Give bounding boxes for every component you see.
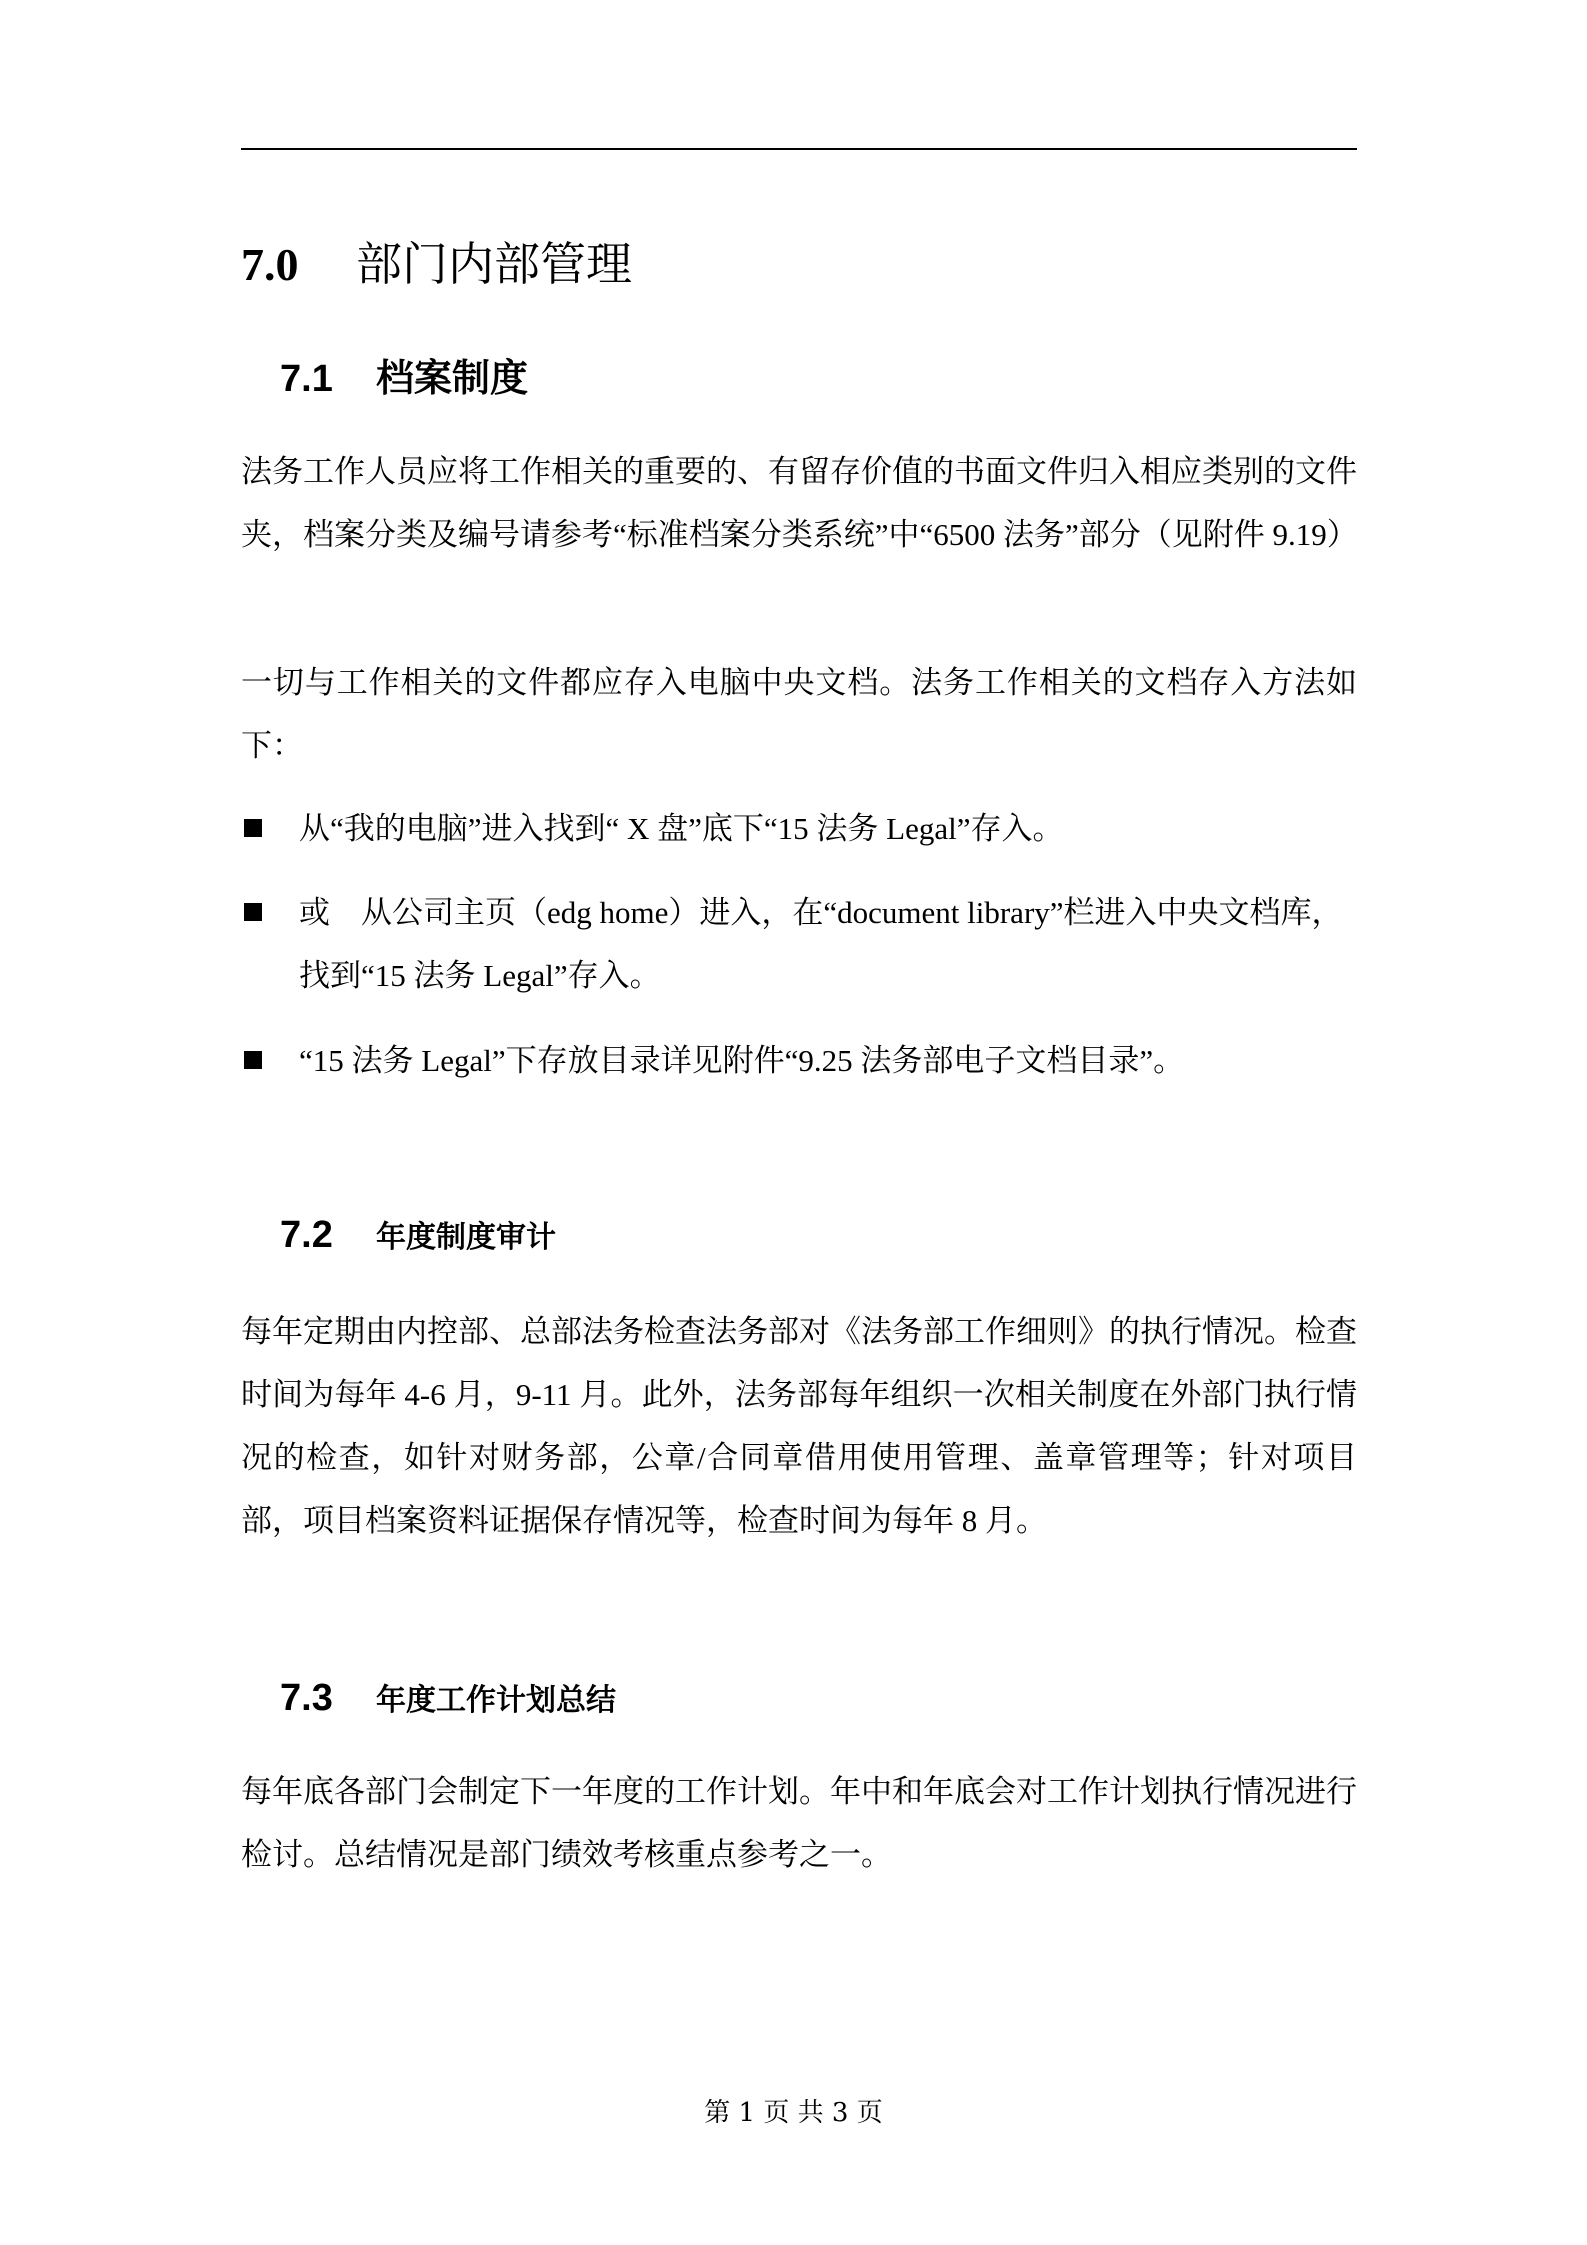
subsection-title: 年度制度审计: [376, 1221, 556, 1254]
bullet-item: [241, 797, 1357, 860]
subsection-heading-7-3: [280, 1670, 616, 1726]
square-bullet-icon: [244, 1051, 262, 1069]
paragraph-archive-filing: 法务工作人员应将工作相关的重要的、有留存价值的书面文件归入相应类别的文件夹，档案分类及编号请参考“标准档案分类系统”中“6500 法务”部分（见附件 9.19）: [241, 454, 1358, 552]
bullet-text: “15 法务 Legal”下存放目录详见附件“9.25 法务部电子文档目录”。: [299, 1043, 1185, 1078]
subsection-title: 年度工作计划总结: [376, 1684, 616, 1717]
page-number-footer: 第 1 页 共 3 页: [704, 2098, 883, 2128]
bullet-text: 从“我的电脑”进入找到“ X 盘”底下“15 法务 Legal”存入。: [299, 811, 1064, 846]
square-bullet-icon: [244, 819, 262, 837]
subsection-heading-7-1: [280, 351, 528, 407]
subsection-number: 7.3: [280, 1677, 333, 1719]
paragraph-central-docs: 一切与工作相关的文件都应存入电脑中央文档。法务工作相关的文档存入方法如下：: [241, 665, 1357, 763]
paragraph-annual-audit: 每年定期由内控部、总部法务检查法务部对《法务部工作细则》的执行情况。检查时间为每年 4-6 月，9-11 月。此外，法务部每年组织一次相关制度在外部门执行情况的检查，如针对财务部，公章/合同章借用使用管理、盖章管理等；针对项目部，项目档案资料证据保存情况等，检查时间为每年 8 月。: [241, 1314, 1357, 1538]
bullet-item: [241, 1029, 1357, 1092]
subsection-title: 档案制度: [376, 358, 529, 400]
section-number: 7.0: [241, 239, 299, 290]
section-heading: [241, 230, 632, 300]
bullet-text: 或 从公司主页（edg home）进入，在“document library”栏进入中央文档库，找到“15 法务 Legal”存入。: [299, 895, 1343, 993]
header-rule: [241, 148, 1357, 150]
paragraph-annual-plan: 每年底各部门会制定下一年度的工作计划。年中和年底会对工作计划执行情况进行检讨。总结情况是部门绩效考核重点参考之一。: [241, 1774, 1357, 1872]
subsection-number: 7.1: [280, 358, 333, 400]
subsection-heading-7-2: [280, 1207, 556, 1263]
square-bullet-icon: [244, 903, 262, 921]
bullet-item: [241, 881, 1357, 1007]
section-title: 部门内部管理: [356, 239, 632, 290]
subsection-number: 7.2: [280, 1214, 333, 1256]
